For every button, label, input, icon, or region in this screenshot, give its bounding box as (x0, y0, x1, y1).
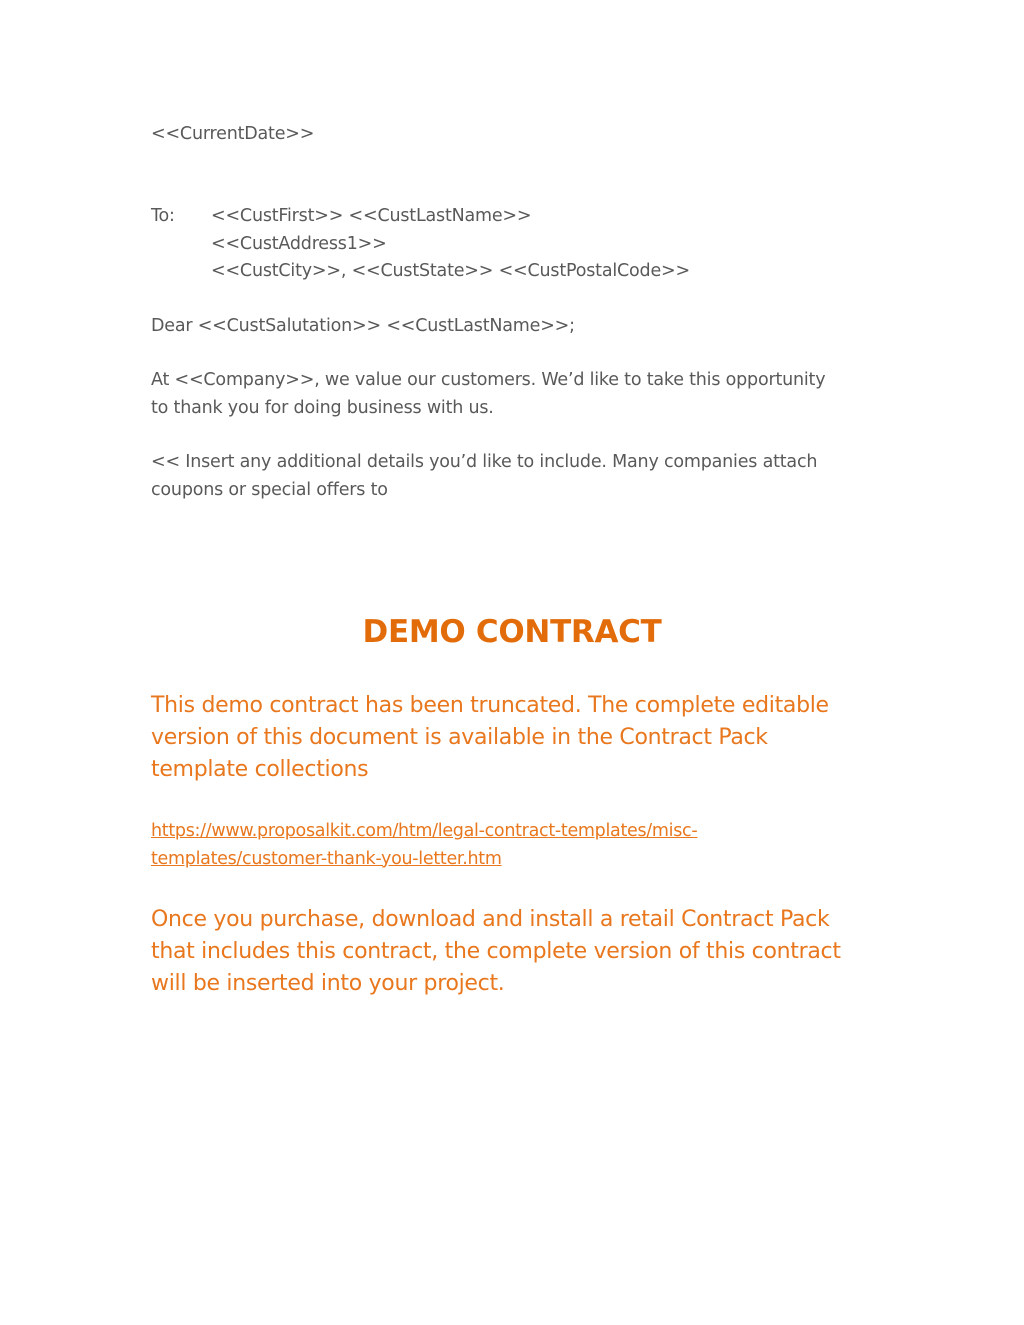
purchase-notice (151, 904, 841, 1000)
address-line: <<CustAddress1>> (211, 233, 387, 254)
paragraph-line: At <<Company>>, we value our customers. We’d like to take this opportunity (151, 370, 826, 390)
paragraph-line: coupons or special offers to (151, 479, 388, 500)
notice-line: Once you purchase, download and install a retail Contract Pack (151, 907, 830, 932)
contract-pack-link[interactable]: https://www.proposalkit.com/htm/legal-contract-templates/misc- (151, 821, 698, 841)
notice-line: template collections (151, 757, 369, 782)
demo-contract-title: DEMO CONTRACT (362, 614, 662, 650)
current-date: <<CurrentDate>> (151, 124, 315, 144)
address-line: <<CustCity>>, <<CustState>> <<CustPostalCode>> (211, 261, 690, 281)
notice-line: This demo contract has been truncated. The complete editable (151, 693, 829, 718)
paragraph-line: to thank you for doing business with us. (151, 397, 494, 418)
recipient-block (151, 203, 690, 286)
truncation-notice (151, 690, 829, 786)
notice-line: that includes this contract, the complete version of this contract (151, 939, 841, 964)
notice-line: will be inserted into your project. (151, 971, 505, 996)
paragraph-additional-details (151, 449, 817, 504)
to-label: To: (151, 206, 175, 226)
paragraph-line: << Insert any additional details you’d like to include. Many companies attach (151, 452, 818, 472)
salutation: Dear <<CustSalutation>> <<CustLastName>>; (151, 316, 575, 336)
notice-line: version of this document is available in the Contract Pack (151, 725, 768, 750)
paragraph-value-customers (151, 367, 825, 422)
contract-pack-link[interactable]: templates/customer-thank-you-letter.htm (151, 848, 502, 869)
contract-pack-link-block (151, 818, 697, 873)
address-line: <<CustFirst>> <<CustLastName>> (211, 206, 532, 226)
